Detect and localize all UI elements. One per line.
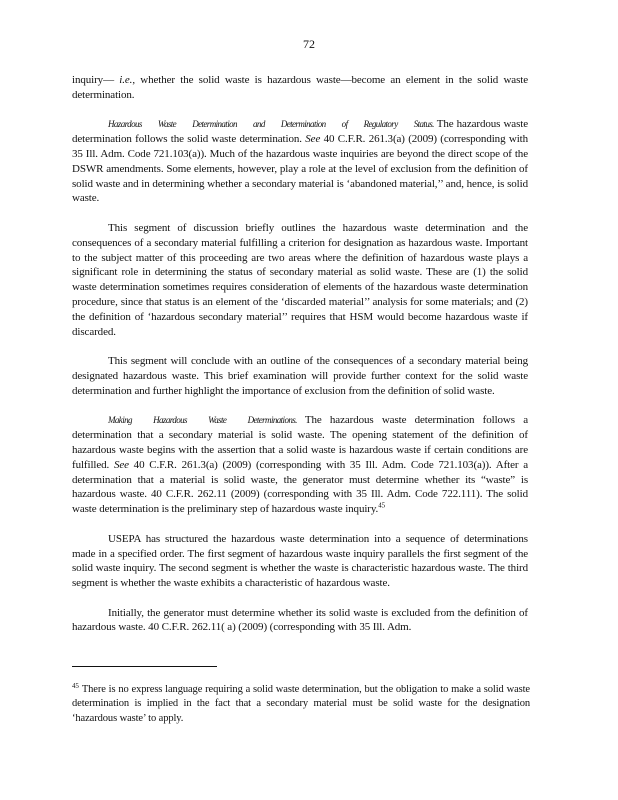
paragraph-segment-outline: This segment of discussion briefly outlines the hazardous waste determination and the consequences of a secondary material fulfilling a criterion for designation as hazardous waste. Important to the subject matter of this proceeding are two areas where the definition of hazardous waste plays a significant role in determining the status of secondary material as solid waste. These are (1) the solid waste determination sometimes requires consideration of elements of the hazardous waste determination procedure, since that status is an element of the ‘discarded material’’ analysis for some materials; and (2) the definition of ‘hazardous secondary material’’ requires that HSM would become hazardous waste if discarded. xyxy=(72,221,528,338)
para2-text1: The hazardous waste determination follows the solid waste determination. xyxy=(72,118,529,146)
footnote xyxy=(72,683,530,726)
section-heading-making-determinations: Making Hazardous Waste Determinations. xyxy=(108,415,297,426)
para2-text2: 40 C.F.R. 261.3(a) (2009) (corresponding with 35 Ill. Adm. Code 721.103(a)). Much of the hazardous waste inquiries are beyond the direct scope of the DSWR amendments. Some elements, however, play a role at the level of exclusion from the definition of solid waste and in determining whether a secondary material is ‘abandoned material,’’ and, hence, is solid waste. xyxy=(72,133,529,205)
body-text xyxy=(72,73,528,635)
para1-post: , whether the solid waste is hazardous waste—become an element in the solid waste determination. xyxy=(72,74,528,101)
see-signal: See xyxy=(113,458,129,471)
paragraph-initially: Initially, the generator must determine whether its solid waste is excluded from the definition of hazardous waste. 40 C.F.R. 262.11( a) (2009) (corresponding with 35 Ill. Adm. xyxy=(72,606,528,634)
footnote-divider xyxy=(72,666,217,667)
ie-abbreviation: i.e. xyxy=(119,74,133,86)
paragraph-segment-conclusion: This segment will conclude with an outline of the consequences of a secondary material being designated hazardous waste. This brief examination will provide further context for the solid waste determination and further highlight the importance of exclusion from the definition of solid waste. xyxy=(72,355,528,397)
para1-pre: inquiry— xyxy=(72,74,120,86)
paragraph-making-determinations xyxy=(72,413,528,517)
footnote-reference[interactable]: 45 xyxy=(378,501,386,510)
para5-text1: The hazardous waste determination follows a determination that a secondary material is solid waste. The opening statement of the definition of hazardous waste begins with the assertion that a solid waste is hazardous waste if certain conditions are fulfilled. xyxy=(72,414,528,471)
page-number: 72 xyxy=(303,37,315,51)
section-heading-regulatory-status: Hazardous Waste Determination and Determination of Regulatory Status. xyxy=(108,119,434,130)
footnote-text: There is no express language requiring a solid waste determination, but the obligation to make a solid waste determination is implied in the fact that a secondary material must be solid waste for the designation ‘hazardous waste’ to apply. xyxy=(72,684,530,724)
paragraph-usepa-structure: USEPA has structured the hazardous waste determination into a sequence of determinations made in a specified order. The first segment of hazardous waste inquiry parallels the first segment of the solid waste inquiry. The second segment is whether the waste is characteristic hazardous waste. The third segment is whether the waste exhibits a characteristic of hazardous waste. xyxy=(72,532,528,590)
para5-text2: 40 C.F.R. 261.3(a) (2009) (corresponding with 35 Ill. Adm. Code 721.103(a)). After a determination that a material is solid waste, the generator must determine whether its “waste” is hazardous waste. 40 C.F.R. 262.11 (2009) (corresponding with 35 Ill. Adm. Code 722.111). The solid waste determination is the preliminary step of hazardous waste inquiry. xyxy=(72,458,528,516)
see-signal: See xyxy=(305,133,321,146)
footnote-number: 45 xyxy=(72,681,79,690)
paragraph-continuation xyxy=(72,73,528,103)
paragraph-hazardous-waste-determination xyxy=(72,117,528,206)
